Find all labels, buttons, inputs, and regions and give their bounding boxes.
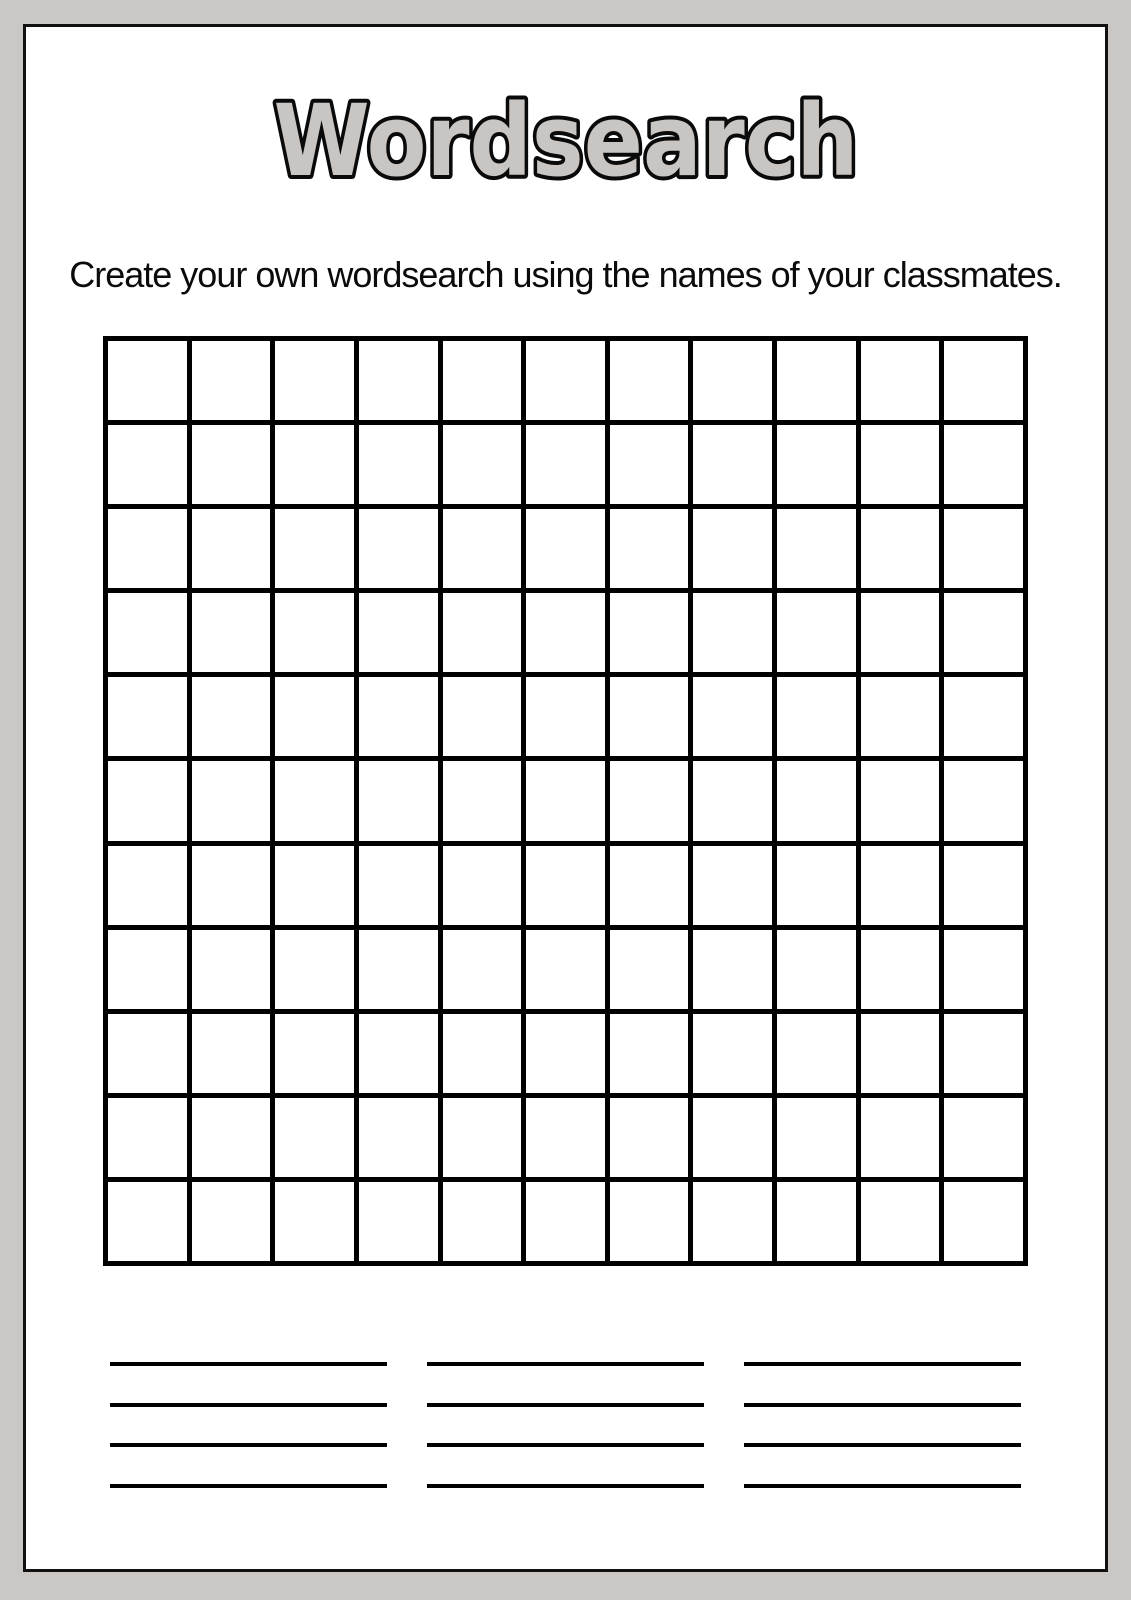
grid-cell bbox=[610, 930, 689, 1009]
grid-cell bbox=[526, 677, 605, 756]
grid-cell bbox=[777, 677, 856, 756]
grid-cell bbox=[526, 846, 605, 925]
grid-cell bbox=[693, 1014, 772, 1093]
grid-cell bbox=[108, 1182, 187, 1261]
grid-cell bbox=[108, 846, 187, 925]
grid-cell bbox=[693, 846, 772, 925]
grid-cell bbox=[693, 677, 772, 756]
grid-cell bbox=[861, 677, 940, 756]
grid-cell bbox=[359, 341, 438, 420]
grid-cell bbox=[443, 509, 522, 588]
grid-cell bbox=[192, 1182, 271, 1261]
title-block bbox=[26, 85, 1105, 211]
grid-cell bbox=[359, 761, 438, 840]
grid-cell bbox=[944, 930, 1023, 1009]
answer-lines bbox=[26, 1362, 1105, 1488]
grid-cell bbox=[359, 930, 438, 1009]
grid-cell bbox=[693, 425, 772, 504]
grid-cell bbox=[777, 425, 856, 504]
grid-cell bbox=[693, 1098, 772, 1177]
grid-cell bbox=[192, 846, 271, 925]
grid-cell bbox=[108, 1098, 187, 1177]
answer-line bbox=[427, 1443, 704, 1447]
grid-cell bbox=[526, 341, 605, 420]
grid-cell bbox=[861, 341, 940, 420]
grid-cell bbox=[192, 425, 271, 504]
grid-cell bbox=[777, 341, 856, 420]
grid-cell bbox=[861, 593, 940, 672]
answer-line bbox=[110, 1362, 387, 1366]
answer-line bbox=[427, 1484, 704, 1488]
answer-line bbox=[744, 1403, 1021, 1407]
answer-line bbox=[427, 1362, 704, 1366]
grid-cell bbox=[861, 1182, 940, 1261]
grid-cell bbox=[526, 761, 605, 840]
grid-cell bbox=[610, 425, 689, 504]
answer-line-column bbox=[744, 1362, 1021, 1488]
grid-cell bbox=[192, 341, 271, 420]
grid-cell bbox=[610, 846, 689, 925]
wordsearch-grid bbox=[103, 336, 1028, 1266]
grid-cell bbox=[610, 1182, 689, 1261]
grid-cell bbox=[693, 761, 772, 840]
grid-cell bbox=[944, 677, 1023, 756]
grid-cell bbox=[443, 846, 522, 925]
worksheet-page bbox=[23, 24, 1108, 1572]
grid-cell bbox=[192, 930, 271, 1009]
grid-cell bbox=[944, 1098, 1023, 1177]
grid-cell bbox=[777, 846, 856, 925]
grid-cell bbox=[108, 341, 187, 420]
grid-cell bbox=[777, 593, 856, 672]
grid-cell bbox=[275, 846, 354, 925]
grid-cell bbox=[526, 509, 605, 588]
grid-cell bbox=[861, 761, 940, 840]
grid-cell bbox=[359, 677, 438, 756]
grid-cell bbox=[359, 593, 438, 672]
grid-cell bbox=[861, 509, 940, 588]
grid-cell bbox=[275, 761, 354, 840]
grid-cell bbox=[610, 677, 689, 756]
grid-cell bbox=[526, 1098, 605, 1177]
grid-cell bbox=[443, 930, 522, 1009]
grid-cell bbox=[359, 1014, 438, 1093]
answer-line bbox=[744, 1484, 1021, 1488]
answer-line bbox=[744, 1443, 1021, 1447]
grid-cell bbox=[526, 1014, 605, 1093]
grid-cell bbox=[777, 1182, 856, 1261]
grid-cell bbox=[192, 677, 271, 756]
instruction-text: Create your own wordsearch using the names of your classmates. bbox=[69, 254, 1062, 295]
grid-cell bbox=[192, 1014, 271, 1093]
grid-cell bbox=[526, 593, 605, 672]
grid-cell bbox=[275, 425, 354, 504]
grid-cell bbox=[944, 761, 1023, 840]
grid-cell bbox=[275, 930, 354, 1009]
grid-cell bbox=[944, 1014, 1023, 1093]
grid-cell bbox=[861, 846, 940, 925]
grid-cell bbox=[693, 341, 772, 420]
grid-cell bbox=[944, 425, 1023, 504]
grid-cell bbox=[108, 930, 187, 1009]
grid-cell bbox=[108, 761, 187, 840]
grid-cell bbox=[359, 1098, 438, 1177]
grid-cell bbox=[443, 1098, 522, 1177]
grid-cell bbox=[526, 1182, 605, 1261]
grid-cell bbox=[108, 1014, 187, 1093]
grid-cell bbox=[693, 1182, 772, 1261]
grid-cell bbox=[526, 425, 605, 504]
grid-cell bbox=[192, 1098, 271, 1177]
grid-cell bbox=[275, 341, 354, 420]
answer-line-column bbox=[110, 1362, 387, 1488]
grid-cell bbox=[443, 425, 522, 504]
grid-cell bbox=[944, 846, 1023, 925]
grid-cell bbox=[443, 761, 522, 840]
grid-cell bbox=[610, 1014, 689, 1093]
grid-cell bbox=[610, 341, 689, 420]
grid-cell bbox=[861, 1014, 940, 1093]
answer-line bbox=[744, 1362, 1021, 1366]
grid-cell bbox=[777, 509, 856, 588]
grid-cell bbox=[108, 593, 187, 672]
answer-line bbox=[110, 1443, 387, 1447]
grid-cell bbox=[526, 930, 605, 1009]
grid-cell bbox=[192, 593, 271, 672]
grid-cell bbox=[108, 677, 187, 756]
grid-cell bbox=[693, 509, 772, 588]
page-title-graphic bbox=[256, 85, 876, 211]
grid-cell bbox=[192, 761, 271, 840]
grid-cell bbox=[275, 677, 354, 756]
grid-cell bbox=[944, 1182, 1023, 1261]
grid-cell bbox=[944, 341, 1023, 420]
grid-cell bbox=[693, 593, 772, 672]
answer-line-column bbox=[427, 1362, 704, 1488]
grid-cell bbox=[777, 930, 856, 1009]
grid-cell bbox=[610, 593, 689, 672]
page-title: Wordsearch bbox=[273, 85, 858, 199]
grid-cell bbox=[359, 846, 438, 925]
grid-cell bbox=[275, 1098, 354, 1177]
answer-line bbox=[427, 1403, 704, 1407]
grid-cell bbox=[108, 509, 187, 588]
grid-cell bbox=[443, 677, 522, 756]
grid-cell bbox=[944, 509, 1023, 588]
grid-cell bbox=[610, 761, 689, 840]
grid-cell bbox=[443, 341, 522, 420]
answer-line bbox=[110, 1484, 387, 1488]
grid-cell bbox=[861, 425, 940, 504]
grid-cell bbox=[192, 509, 271, 588]
grid-cell bbox=[777, 1098, 856, 1177]
grid-cell bbox=[443, 1014, 522, 1093]
grid-cell bbox=[944, 593, 1023, 672]
grid-cell bbox=[275, 1014, 354, 1093]
grid-cell bbox=[861, 930, 940, 1009]
grid-cell bbox=[443, 593, 522, 672]
grid-cell bbox=[275, 1182, 354, 1261]
grid-cell bbox=[443, 1182, 522, 1261]
grid-cell bbox=[777, 1014, 856, 1093]
grid-cell bbox=[359, 509, 438, 588]
answer-line bbox=[110, 1403, 387, 1407]
grid-cell bbox=[275, 593, 354, 672]
grid-cell bbox=[275, 509, 354, 588]
grid-cell bbox=[693, 930, 772, 1009]
grid-cell bbox=[359, 425, 438, 504]
grid-cell bbox=[610, 1098, 689, 1177]
grid-cell bbox=[359, 1182, 438, 1261]
grid-cell bbox=[777, 761, 856, 840]
grid-cell bbox=[108, 425, 187, 504]
grid-cell bbox=[861, 1098, 940, 1177]
grid-cell bbox=[610, 509, 689, 588]
